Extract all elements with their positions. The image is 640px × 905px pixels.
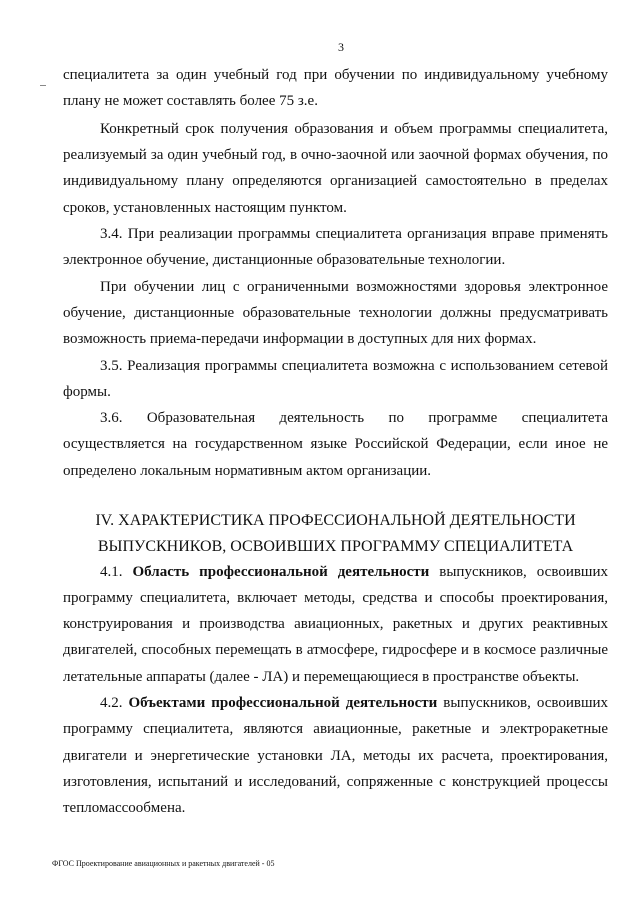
paragraph-line: 3.6. Образовательная деятельность по программе специалитета bbox=[100, 410, 608, 426]
paragraph-line: возможность приема-передачи информации в доступных для них формах. bbox=[63, 331, 537, 347]
clause-number: 4.2. bbox=[100, 695, 123, 711]
paragraph-line: сроков, установленных настоящим пунктом. bbox=[63, 200, 347, 216]
paragraph-line: При обучении лиц с ограниченными возможностями здоровья электронное bbox=[100, 279, 608, 295]
paragraph-line: программу специалитета, включает методы, средства и способы проектирования, bbox=[63, 590, 608, 606]
paragraph-line: электронное обучение, дистанционные образовательные технологии. bbox=[63, 252, 506, 268]
paragraph-line bbox=[100, 694, 608, 712]
footer-note: ФГОС Проектирование авиационных и ракетных двигателей - 05 bbox=[52, 859, 275, 868]
paragraph-line: двигатели и энергетические установки ЛА, методы их расчета, проектирования, bbox=[63, 748, 608, 764]
paragraph-line: тепломассообмена. bbox=[63, 800, 186, 816]
paragraph-line: изготовления, испытаний и исследований, сопряженные с конструкцией процессы bbox=[63, 774, 608, 790]
paragraph-line: программу специалитета, являются авиационные, ракетные и электроракетные bbox=[63, 721, 608, 737]
term-bold: Область профессиональной деятельности bbox=[132, 564, 430, 580]
paragraph-line: обучение, дистанционные образовательные технологии должны предусматривать bbox=[63, 305, 608, 321]
paragraph-line: формы. bbox=[63, 384, 111, 400]
paragraph-line: двигателей, способных перемещать в атмосфере, гидросфере и в космосе различные bbox=[63, 642, 608, 658]
term-bold: Объектами профессиональной деятельности bbox=[128, 695, 438, 711]
section-heading: IV. ХАРАКТЕРИСТИКА ПРОФЕССИОНАЛЬНОЙ ДЕЯТЕЛЬНОСТИ bbox=[95, 512, 576, 529]
paragraph-line: Конкретный срок получения образования и объем программы специалитета, bbox=[100, 121, 608, 137]
text-run: выпускников, освоивших bbox=[443, 695, 609, 711]
paragraph-line: реализуемый за один учебный год, в очно-заочной или заочной формах обучения, по bbox=[63, 147, 608, 163]
paragraph-line: конструирования и производства авиационных, ракетных и других реактивных bbox=[63, 616, 608, 632]
paragraph-line: специалитета за один учебный год при обучении по индивидуальному учебному bbox=[63, 67, 608, 83]
paragraph-line: 3.4. При реализации программы специалитета организация вправе применять bbox=[100, 226, 608, 242]
clause-number: 4.1. bbox=[100, 564, 123, 580]
paragraph-line: 3.5. Реализация программы специалитета возможна с использованием сетевой bbox=[100, 358, 608, 374]
paragraph-line bbox=[100, 563, 608, 581]
text-run: выпускников, освоивших bbox=[439, 564, 609, 580]
paragraph-line: летательные аппараты (далее - ЛА) и перемещающиеся в пространстве объекты. bbox=[63, 669, 580, 685]
paragraph-line: индивидуальному плану определяются организацией самостоятельно в пределах bbox=[63, 173, 608, 189]
page-number: 3 bbox=[338, 40, 344, 54]
paragraph-line: определено локальным нормативным актом организации. bbox=[63, 463, 432, 479]
margin-mark bbox=[40, 85, 46, 86]
paragraph-line: осуществляется на государственном языке Российской Федерации, если иное не bbox=[63, 436, 608, 452]
section-heading: ВЫПУСКНИКОВ, ОСВОИВШИХ ПРОГРАММУ СПЕЦИАЛИТЕТА bbox=[97, 538, 574, 555]
paragraph-line: плану не может составлять более 75 з.е. bbox=[63, 93, 318, 109]
